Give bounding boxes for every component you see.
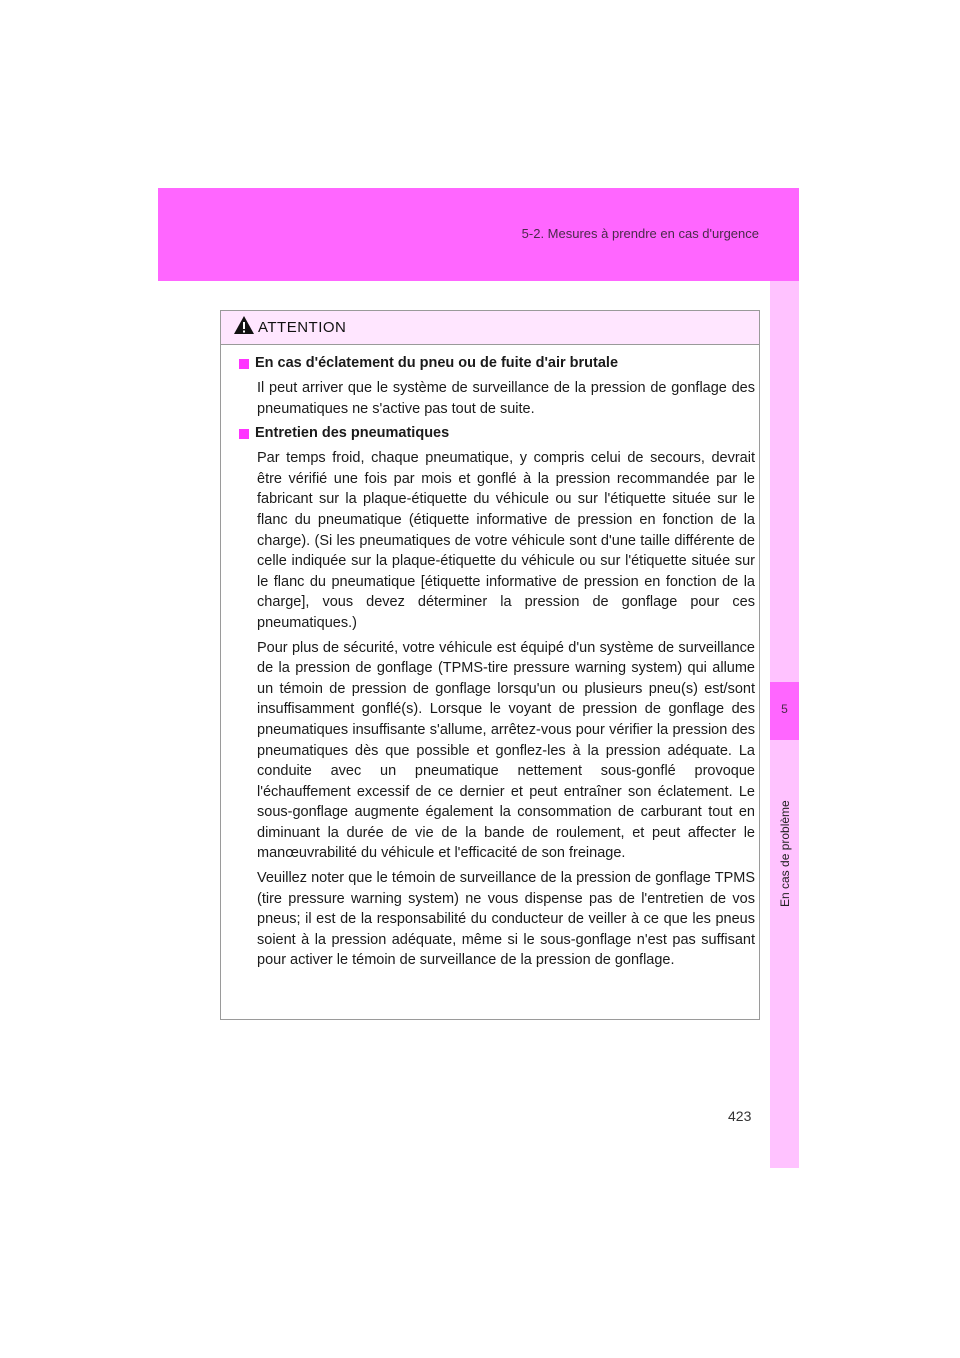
paragraph: Veuillez noter que le témoin de surveillance de la pression de gonflage TPMS (tire pressure warning system) ne vous dispense pas de l'entretien de vos pneus; il est de la responsabilité du conducteur de veiller à ce que les pneus soient à la pression adéquate, même si le sous-gonflage n'est pas suffisant pour activer le témoin de surveillance de la pression de gonflage. — [257, 870, 755, 969]
side-tab — [770, 281, 799, 1168]
paragraph: Pour plus de sécurité, votre véhicule est équipé d'un système de surveillance de la pression de gonflage (TPMS-tire pressure warning system) qui allume un témoin de pression de gonflage lorsqu'un ou plusieurs pneu(s) est/sont insuffisamment gonflé(s). Lorsque le voyant de pression de gonflage des pneumatiques insuffisante s'allume, arrêtez-vous pour vérifier la pression des pneumatiques dès que possible et gonflez-les à la pression adéquate. La conduite avec un pneumatique nettement sous-gonflé provoque l'échauffement excessif de ce dernier et peut entraîner son éclatement. Le sous-gonflage augmente également la consommation de carburant tout en diminuant la durée de vie de la bande de roulement, et peut affecter le manœuvrabilité du véhicule et l'efficacité de son freinage. — [257, 639, 755, 862]
bullet-square-icon — [239, 429, 249, 439]
section-heading: Entretien des pneumatiques — [239, 423, 755, 444]
chapter-number: 5 — [781, 702, 788, 716]
paragraph: Par temps froid, chaque pneumatique, y compris celui de secours, devrait être vérifié une fois par mois et gonflé à la pression recommandée par le fabricant sur la plaque-étiquette du véhicule ou sur l'étiquette située sur le flanc du pneumatique (étiquette informative de pression en fonction de la charge). (Si les pneumatiques de votre véhicule sont d'une taille différente de celle indiquée sur la plaque-étiquette du véhicule ou sur l'étiquette située sur le flanc du pneumatique [étiquette informative de pression en fonction de la charge], vous devez déterminer la pression de gonflage pour ces pneumatiques.) — [257, 450, 755, 631]
bullet-square-icon — [239, 359, 249, 369]
chapter-label: En cas de problème — [778, 800, 792, 908]
warning-icon — [233, 315, 255, 335]
caution-header — [221, 311, 759, 345]
caution-box — [220, 310, 760, 1020]
section-heading: En cas d'éclatement du pneu ou de fuite d'air brutale — [239, 353, 755, 374]
header-band — [158, 188, 799, 281]
section-title: 5-2. Mesures à prendre en cas d'urgence — [521, 226, 759, 241]
page-number: 423 — [728, 1108, 752, 1124]
caution-content — [239, 351, 755, 975]
paragraph: Il peut arriver que le système de surveillance de la pression de gonflage des pneumatiques ne s'active pas tout de suite. — [257, 380, 755, 417]
caution-title: ATTENTION — [258, 319, 347, 336]
